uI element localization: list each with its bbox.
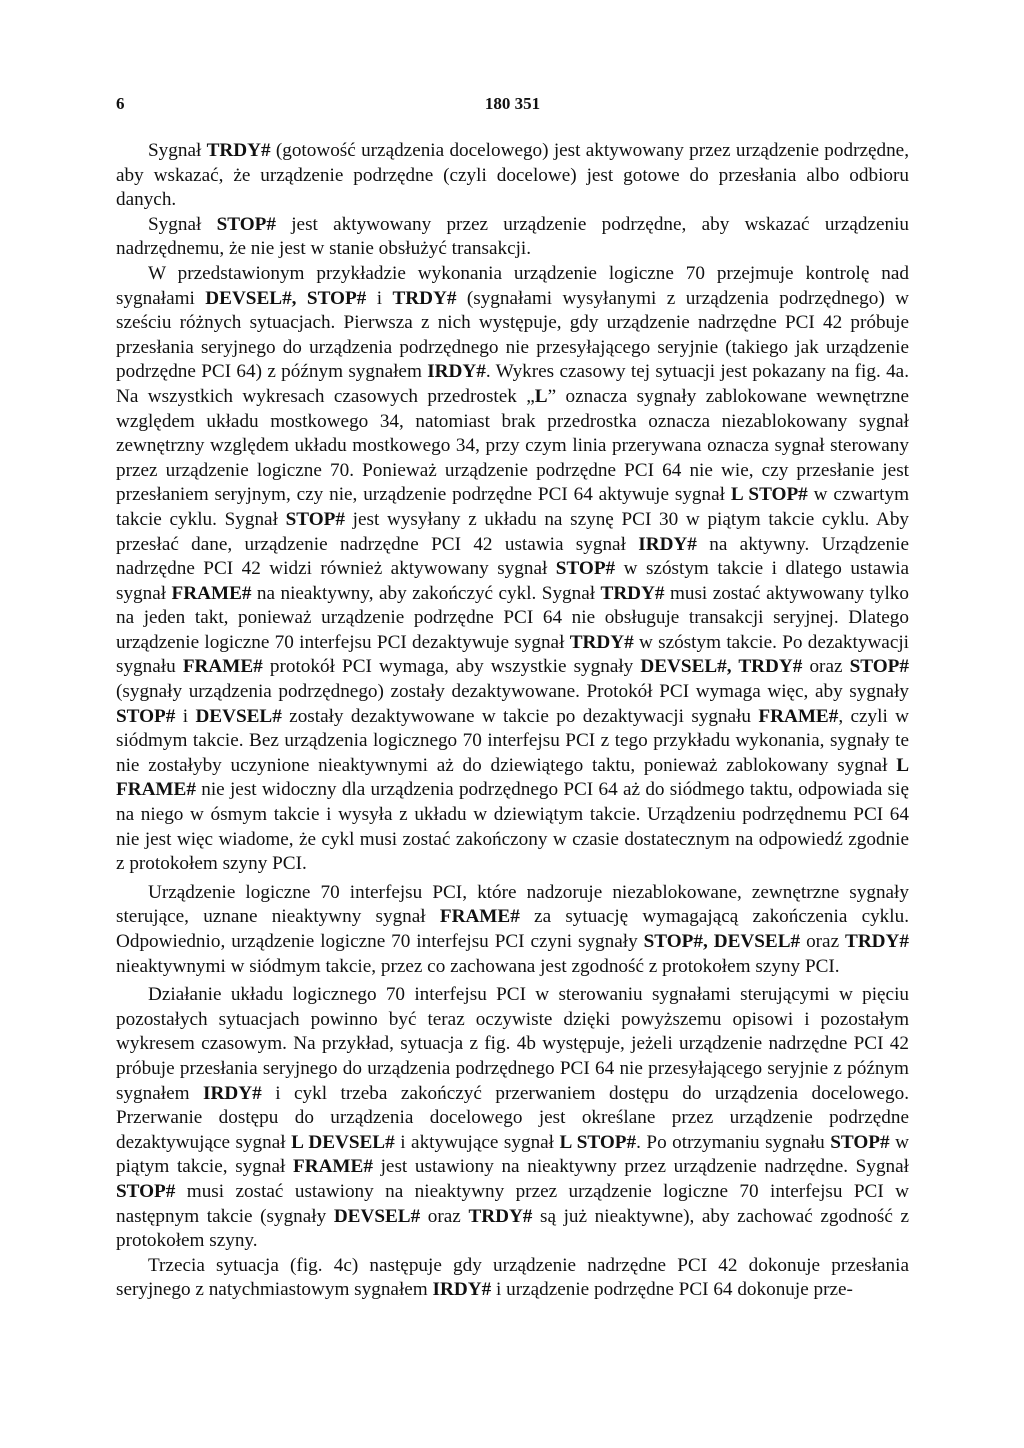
paragraph [116, 262, 909, 877]
text-run: jest aktywowany przez urządzenie podrzędne, aby wskazać urządzeniu nadrzędnemu, że nie jest w stanie obsłużyć transakcji. [116, 213, 909, 260]
signal-name: IRDY# [638, 533, 697, 555]
text-run: (sygnałami wysyłanymi z urządzenia podrzędnego) w sześciu różnych sytuacjach. Pierwsza z nich występuje, gdy urządzenie nadrzędne PCI 42 próbuje przesłania seryjnego do urządzenia podrzędnego nie przesyłającego seryjnie (takiego jak urządzenie podrzędne PCI 64) z późnym sygnałem [116, 287, 909, 383]
signal-name: L STOP# [730, 484, 808, 506]
signal-name: L DEVSEL# [291, 1131, 395, 1153]
text-run: Sygnał [148, 140, 207, 161]
signal-name: L [534, 385, 548, 407]
signal-name: TRDY# [468, 1205, 533, 1227]
text-run: jest ustawiony na nieaktywny przez urządzenie nadrzędne. Sygnał [372, 1156, 909, 1178]
paragraph [116, 983, 909, 1254]
paragraph [116, 139, 909, 213]
signal-name: FRAME# [293, 1156, 373, 1178]
text-run: W przedstawionym przykładzie wykonania urządzenie logiczne 70 przejmuje kontrolę nad sygnałami [116, 262, 909, 309]
signal-name: DEVSEL#, TRDY# [640, 656, 803, 678]
signal-name: DEVSEL# [333, 1205, 421, 1227]
text-run: , czyli w siódmym takcie. Bez urządzenia logicznego 70 interfejsu PCI z tego przykładu wykonania, sygnały te nie zostałyby uczynione nieaktywnymi aż do dziewiątego taktu, ponieważ zablokowany sygnał [116, 705, 909, 776]
signal-name: FRAME# [439, 906, 520, 928]
paragraph [116, 1254, 909, 1303]
text-run: Działanie układu logicznego 70 interfejsu PCI w sterowaniu sygnałami sterującymi w pięciu pozostałych sytuacjach powinno być teraz oczywiste dzięki powyższemu opisowi i pozostałym wykresem czasowym. Na przykład, sytuacja z fig. 4b występuje, jeżeli urządzenie nadrzędne PCI 42 próbuje przesłania seryjnego do urządzenia podrzędnego PCI 64 nie przesyłającego seryjnie z późnym sygnałem [116, 984, 909, 1104]
text-run: oraz [802, 656, 850, 678]
text-run: i [175, 705, 196, 727]
text-run: na aktywny. Urządzenie nadrzędne PCI 42 widzi również aktywowany sygnał [116, 533, 909, 580]
page-number: 6 [116, 94, 125, 113]
signal-name: DEVSEL#, STOP# [205, 287, 367, 309]
signal-name: TRDY# [206, 140, 271, 161]
signal-name: TRDY# [392, 287, 457, 309]
signal-name: STOP# [216, 213, 276, 235]
signal-name: TRDY# [845, 931, 909, 952]
signal-name: STOP# [830, 1131, 890, 1153]
text-run: w szóstym takcie i dlatego ustawia sygnał [116, 558, 909, 604]
text-run: Urządzenie logiczne 70 interfejsu PCI, które nadzoruje niezablokowane, zewnętrzne sygnały sterujące, uznane nieaktywny sygnał [116, 881, 909, 928]
paragraph [116, 213, 909, 262]
document-number: 180 351 [484, 94, 541, 113]
text-run: (sygnały urządzenia podrzędnego) zostały dezaktywowane. Protokół PCI wymaga więc, aby sygnały [116, 681, 909, 703]
signal-name: FRAME# [171, 582, 252, 604]
text-run: nieaktywnymi w siódmym takcie, przez co zachowana jest zgodność z protokołem szyny PCI. [116, 955, 840, 977]
signal-name: STOP# [116, 1180, 176, 1202]
text-run: jest wysyłany z układu na szynę PCI 30 w piątym takcie cyklu. Aby przesłać dane, urządzenie nadrzędne PCI 42 ustawia sygnał [116, 508, 910, 555]
text-run: protokół PCI wymaga, aby wszystkie sygnały [262, 656, 641, 678]
text-run: oraz [800, 931, 846, 952]
page-header [116, 94, 909, 118]
text-run: i urządzenie podrzędne PCI 64 dokonuje prze- [491, 1279, 853, 1301]
text-run: w czwartym takcie cyklu. Sygnał [116, 484, 909, 530]
text-run: i cykl trzeba zakończyć przerwaniem dostępu do urządzenia docelowego. Przerwanie dostępu do urządzenia docelowego jest określane przez urządzenie podrzędne dezaktywujące sygnał [116, 1082, 909, 1153]
text-run: zostały dezaktywowane w takcie po dezaktywacji sygnału [281, 705, 759, 727]
text-run: są już nieaktywne), aby zachować zgodność z protokołem szyny. [116, 1205, 909, 1252]
signal-name: FRAME# [182, 656, 263, 678]
signal-name: STOP# [116, 705, 176, 727]
text-run: w piątym takcie, sygnał [116, 1131, 909, 1178]
text-run: . Po otrzymaniu sygnału [636, 1131, 831, 1153]
signal-name: IRDY# [432, 1279, 492, 1301]
text-run: ” oznacza sygnały zablokowane wewnętrzne względem układu mostkowego 34, natomiast brak przedrostka oznacza niezablokowany sygnał zewnętrzny względem układu mostkowego 34, przy czym linia przerywana oznacza sygnał sterowany przez urządzenie logiczne 70. Ponieważ urządzenie podrzędne PCI 64 nie wie, czy przesłanie jest przesłaniem seryjnym, czy nie, urządzenie podrzędne PCI 64 aktywuje sygnał [116, 385, 909, 506]
signal-name: STOP# [555, 558, 616, 580]
body-text [116, 139, 909, 1303]
text-run: w szóstym takcie. Po dezaktywacji sygnału [116, 631, 909, 678]
signal-name: IRDY# [427, 361, 486, 383]
text-run: Sygnał [148, 213, 217, 235]
signal-name: L FRAME# [116, 754, 909, 801]
text-run: musi zostać ustawiony na nieaktywny przez urządzenie logiczne 70 interfejsu PCI w następnym takcie (sygnały [116, 1180, 909, 1227]
signal-name: IRDY# [203, 1082, 262, 1104]
text-run: za sytuację wymagającą zakończenia cyklu. Odpowiednio, urządzenie logiczne 70 interfejsu PCI czyni sygnały [116, 906, 910, 952]
text-run: Trzecia sytuacja (fig. 4c) następuje gdy urządzenie nadrzędne PCI 42 dokonuje przesłania seryjnego z natychmiastowym sygnałem [116, 1254, 909, 1301]
text-run: i [366, 287, 393, 309]
text-run: na nieaktywny, aby zakończyć cykl. Sygnał [251, 582, 601, 604]
text-run: oraz [420, 1205, 469, 1227]
text-run: (gotowość urządzenia docelowego) jest aktywowany przez urządzenie podrzędne, aby wskazać, że urządzenie podrzędne (czyli docelowe) jest gotowe do przesłania albo odbioru danych. [116, 140, 909, 211]
signal-name: L STOP# [559, 1131, 637, 1153]
signal-name: TRDY# [600, 582, 665, 604]
signal-name: TRDY# [569, 631, 634, 653]
signal-name: STOP#, DEVSEL# [643, 931, 801, 952]
text-run: . Wykres czasowy tej sytuacji jest pokazany na fig. 4a. Na wszystkich wykresach czasowych przedrostek „ [116, 361, 909, 407]
text-run: i aktywujące sygnał [394, 1131, 560, 1153]
paragraph [116, 881, 909, 979]
signal-name: STOP# [285, 508, 345, 530]
signal-name: DEVSEL# [195, 705, 282, 727]
text-run: nie jest widoczny dla urządzenia podrzędnego PCI 64 aż do siódmego taktu, odpowiada się na niego w ósmym takcie i wysyła z układu w dziewiątym takcie. Urządzeniu podrzędnemu PCI 64 nie jest więc wiadome, że cykl musi zostać zakończony w czasie dostatecznym na odpowiedź zgodnie z protokołem szyny PCI. [116, 779, 909, 875]
signal-name: FRAME# [758, 705, 839, 727]
signal-name: STOP# [849, 656, 909, 678]
text-run: musi zostać aktywowany tylko na jeden takt, ponieważ urządzenie podrzędne PCI 64 nie obsługuje transakcji seryjnej. Dlatego urządzenie logiczne 70 interfejsu PCI dezaktywuje sygnał [116, 582, 909, 653]
